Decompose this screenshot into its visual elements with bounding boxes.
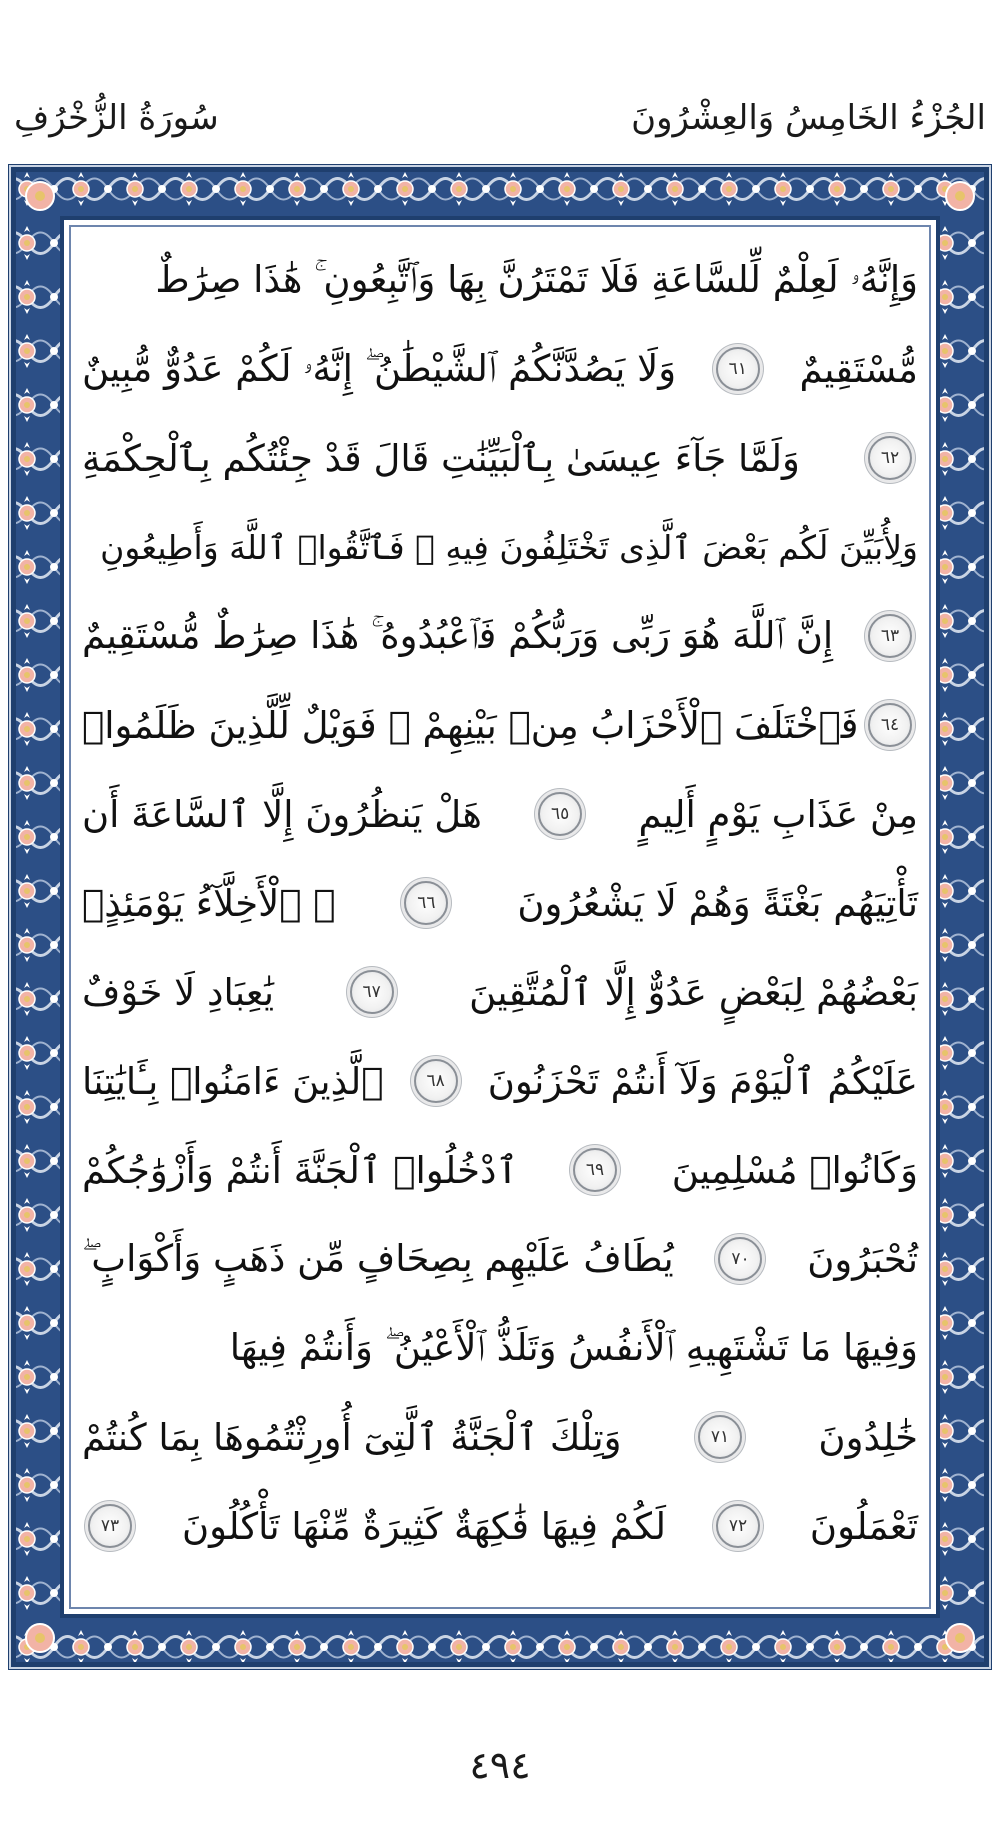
- line-text: إِنَّ ٱللَّهَ هُوَ رَبِّى وَرَبُّكُمْ فَٱعْبُدُوهُ ۚ هَٰذَا صِرَٰطٌ مُّسْتَقِيمٌ: [82, 614, 834, 657]
- quran-line-13: [82, 1304, 918, 1392]
- juz-title: الجُزْءُ الخَامِسُ وَالعِشْرُونَ: [631, 98, 986, 138]
- line-text: تُحْبَرُونَ: [807, 1237, 918, 1281]
- quran-line-4: [82, 503, 918, 591]
- line-text: يُطَافُ عَلَيْهِم بِصِحَافٍ مِّن ذَهَبٍ وَأَكْوَابٍ ۖ: [82, 1237, 674, 1280]
- line-text: ٱلَّذِينَ ءَامَنُوا۟ بِـَٔايَٰتِنَا: [82, 1059, 384, 1103]
- ayah-number-marker: ٦٥: [538, 792, 582, 836]
- quran-line-15: [82, 1482, 918, 1570]
- ayah-number-marker: ٦٢: [868, 436, 912, 480]
- ayah-number-marker: ٦٣: [868, 614, 912, 658]
- line-text: وَلَمَّا جَآءَ عِيسَىٰ بِٱلْبَيِّنَٰتِ قَالَ قَدْ جِئْتُكُم بِٱلْحِكْمَةِ: [82, 436, 800, 480]
- quran-line-8: [82, 859, 918, 947]
- line-text: مُّسْتَقِيمٌ: [799, 347, 918, 391]
- ayah-number-marker: ٦٤: [868, 703, 912, 747]
- quran-line-1: [82, 236, 918, 324]
- line-text: هَلْ يَنظُرُونَ إِلَّا ٱلسَّاعَةَ أَن: [82, 792, 482, 836]
- ayah-number-marker: ٧٠: [718, 1237, 762, 1281]
- ayah-number-marker: ٧٣: [88, 1504, 132, 1548]
- line-text: عَلَيْكُمُ ٱلْيَوْمَ وَلَآ أَنتُمْ تَحْزَنُونَ: [487, 1059, 918, 1103]
- ayah-number-marker: ٦٨: [414, 1059, 458, 1103]
- page-number: ٤٩٤: [469, 1743, 531, 1787]
- ayah-number-marker: ٧٢: [716, 1504, 760, 1548]
- line-text: وَكَانُوا۟ مُسْلِمِينَ: [671, 1148, 918, 1192]
- line-text: وَلِأُبَيِّنَ لَكُم بَعْضَ ٱلَّذِى تَخْتَلِفُونَ فِيهِ ۖ فَٱتَّقُوا۟ ٱللَّهَ وَأَطِيعُونِ: [100, 527, 918, 567]
- quran-line-9: [82, 948, 918, 1036]
- line-text: يَٰعِبَادِ لَا خَوْفٌ: [82, 970, 275, 1014]
- surah-title: سُورَةُ الزُّخْرُفِ: [14, 98, 219, 138]
- quran-line-6: [82, 681, 918, 769]
- ayah-number-marker: ٦١: [716, 347, 760, 391]
- line-text: وَفِيهَا مَا تَشْتَهِيهِ ٱلْأَنفُسُ وَتَلَذُّ ٱلْأَعْيُنُ ۖ وَأَنتُمْ فِيهَا: [229, 1326, 918, 1369]
- line-text: بَعْضُهُمْ لِبَعْضٍ عَدُوٌّ إِلَّا ٱلْمُتَّقِينَ: [469, 970, 918, 1014]
- line-text: لَكُمْ فِيهَا فَٰكِهَةٌ كَثِيرَةٌ مِّنْهَا تَأْكُلُونَ: [181, 1504, 667, 1548]
- quran-line-10: [82, 1037, 918, 1125]
- quran-line-5: [82, 592, 918, 680]
- quran-text-area: [82, 236, 918, 1580]
- quran-line-2: [82, 325, 918, 413]
- quran-line-7: [82, 770, 918, 858]
- line-text: ٱدْخُلُوا۟ ٱلْجَنَّةَ أَنتُمْ وَأَزْوَٰجُكُمْ: [82, 1148, 519, 1192]
- line-text: وَتِلْكَ ٱلْجَنَّةُ ٱلَّتِىٓ أُورِثْتُمُوهَا بِمَا كُنتُمْ: [82, 1415, 622, 1459]
- line-text: وَإِنَّهُۥ لَعِلْمٌ لِّلسَّاعَةِ فَلَا تَمْتَرُنَّ بِهَا وَٱتَّبِعُونِ ۚ هَٰذَا صِرَٰطٌ: [155, 258, 918, 301]
- quran-line-12: [82, 1215, 918, 1303]
- ayah-number-marker: ٦٧: [350, 970, 394, 1014]
- line-text: مِنْ عَذَابِ يَوْمٍ أَلِيمٍ: [638, 792, 918, 836]
- line-text: وَلَا يَصُدَّنَّكُمُ ٱلشَّيْطَٰنُ ۖ إِنَّهُۥ لَكُمْ عَدُوٌّ مُّبِينٌ: [82, 347, 677, 390]
- quran-line-3: [82, 414, 918, 502]
- line-text: تَأْتِيَهُم بَغْتَةً وَهُمْ لَا يَشْعُرُونَ: [517, 881, 918, 925]
- line-text: ۞ ٱلْأَخِلَّآءُ يَوْمَئِذٍۭ: [82, 881, 336, 925]
- ayah-number-marker: ٧١: [698, 1415, 742, 1459]
- quran-line-11: [82, 1126, 918, 1214]
- quran-line-14: [82, 1393, 918, 1481]
- ayah-number-marker: ٦٩: [573, 1148, 617, 1192]
- line-text: تَعْمَلُونَ: [809, 1504, 918, 1548]
- line-text: خَٰلِدُونَ: [818, 1415, 918, 1459]
- line-text: فَٱخْتَلَفَ ٱلْأَحْزَابُ مِنۢ بَيْنِهِمْ ۖ فَوَيْلٌ لِّلَّذِينَ ظَلَمُوا۟: [82, 703, 859, 747]
- ayah-number-marker: ٦٦: [404, 881, 448, 925]
